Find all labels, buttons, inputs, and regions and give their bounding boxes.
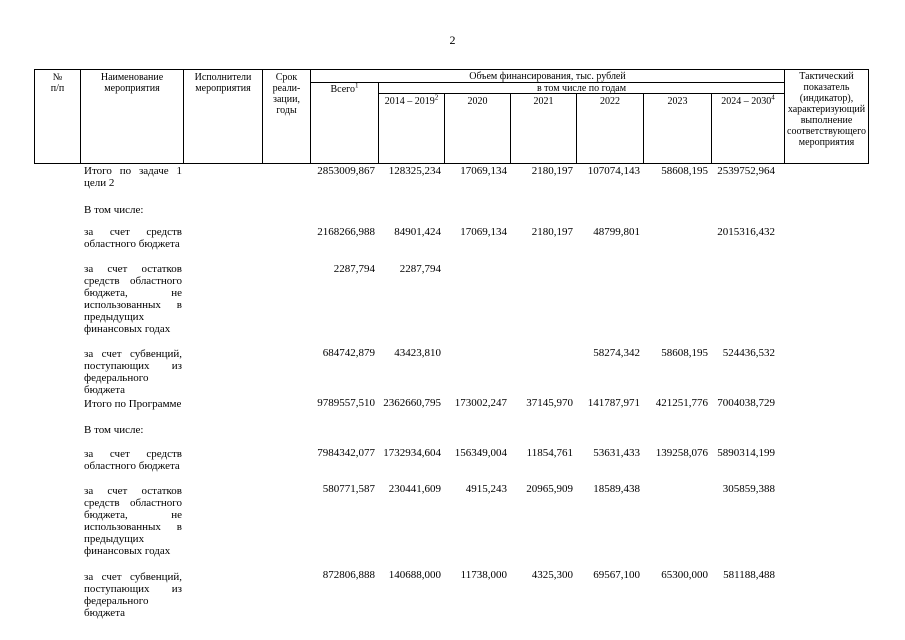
row-value-total: 580771,587 xyxy=(322,483,375,495)
header-term: Срок реали- зации, годы xyxy=(272,72,301,116)
vrule-right xyxy=(868,69,869,164)
row-value-2014-2019: 84901,424 xyxy=(394,226,441,238)
row-value-total: 684742,879 xyxy=(322,347,375,359)
row-label: за счет субвенций, поступающих из федерального бюджета xyxy=(84,348,182,396)
header-bottom-rule xyxy=(34,163,869,164)
row-value-2014-2019: 140688,000 xyxy=(388,569,441,581)
row-value-2022: 48799,801 xyxy=(593,226,640,238)
row-value-2024-2030: 581188,488 xyxy=(723,569,775,581)
row-label: Итого по Программе xyxy=(84,398,182,410)
row-value-total: 2168266,988 xyxy=(317,226,375,238)
row-value-2020: 17069,134 xyxy=(460,165,507,177)
header-year-5-label: 2024 – 2030 xyxy=(721,96,772,107)
header-year-0 xyxy=(379,93,444,107)
row-value-2022: 58274,342 xyxy=(593,347,640,359)
row-label: за счет средств областного бюджета xyxy=(84,448,182,472)
header-year-2 xyxy=(511,96,576,107)
row-value-2020: 173002,247 xyxy=(454,397,507,409)
row-label: за счет остатков средств областного бюджета, не использованных в предыдущих финансовых годах xyxy=(84,485,182,557)
header-year-4-label: 2023 xyxy=(667,96,688,107)
header-number: № п/п xyxy=(50,72,65,94)
row-value-2014-2019: 2287,794 xyxy=(399,263,441,275)
row-value-2022: 18589,438 xyxy=(593,483,640,495)
row-value-2023: 58608,195 xyxy=(661,165,708,177)
row-value-2021: 4325,300 xyxy=(531,569,573,581)
row-value-2024-2030: 305859,388 xyxy=(722,483,775,495)
header-year-4 xyxy=(644,96,711,107)
header-funding: Объем финансирования, тыс. рублей xyxy=(469,71,626,82)
row-label: за счет средств областного бюджета xyxy=(84,226,182,250)
header-year-5 xyxy=(712,93,784,107)
row-value-2014-2019: 230441,609 xyxy=(388,483,441,495)
row-value-2024-2030: 5890314,199 xyxy=(717,447,775,459)
header-name: Наименование мероприятия xyxy=(100,72,164,94)
row-value-2021: 37145,970 xyxy=(526,397,573,409)
row-value-total: 2287,794 xyxy=(333,263,375,275)
row-value-2014-2019: 43423,810 xyxy=(394,347,441,359)
header-executors: Исполнители мероприятия xyxy=(194,72,252,94)
header-year-3-label: 2022 xyxy=(600,96,620,107)
row-value-total: 7984342,077 xyxy=(317,447,375,459)
row-value-2020: 17069,134 xyxy=(460,226,507,238)
vrule-total xyxy=(378,82,379,164)
row-value-2022: 69567,100 xyxy=(593,569,640,581)
header-year-2-label: 2021 xyxy=(533,96,554,107)
row-label: за счет остатков средств областного бюджета, не использованных в предыдущих финансовых годах xyxy=(84,263,182,335)
row-value-2021: 20965,909 xyxy=(526,483,573,495)
row-label: В том числе: xyxy=(84,204,144,216)
row-value-2023: 58608,195 xyxy=(661,347,708,359)
row-value-2014-2019: 2362660,795 xyxy=(383,397,441,409)
row-value-2022: 53631,433 xyxy=(593,447,640,459)
header-year-3 xyxy=(577,96,643,107)
row-value-2014-2019: 1732934,604 xyxy=(383,447,441,459)
row-value-2014-2019: 128325,234 xyxy=(388,165,441,177)
row-value-2020: 4915,243 xyxy=(465,483,507,495)
row-value-2023: 139258,076 xyxy=(655,447,708,459)
header-by-years: в том числе по годам xyxy=(536,83,627,94)
header-year-1-label: 2020 xyxy=(467,96,488,107)
row-value-2022: 141787,971 xyxy=(587,397,640,409)
row-value-2023: 65300,000 xyxy=(661,569,708,581)
row-value-2021: 2180,197 xyxy=(531,226,573,238)
header-total-note: 1 xyxy=(355,81,359,90)
header-year-0-label: 2014 – 2019 xyxy=(384,96,435,107)
row-label: за счет субвенций, поступающих из федерального бюджета xyxy=(84,571,182,619)
row-value-2020: 11738,000 xyxy=(460,569,507,581)
header-top-rule xyxy=(34,69,869,70)
row-value-2024-2030: 2539752,964 xyxy=(717,165,775,177)
row-value-2024-2030: 524436,532 xyxy=(722,347,775,359)
page-number: 2 xyxy=(449,33,456,47)
header-year-5-note: 4 xyxy=(771,93,775,102)
row-value-total: 9789557,510 xyxy=(317,397,375,409)
row-value-2022: 107074,143 xyxy=(587,165,640,177)
row-value-2024-2030: 7004038,729 xyxy=(717,397,775,409)
row-label: В том числе: xyxy=(84,424,144,436)
row-value-2023: 421251,776 xyxy=(655,397,708,409)
header-year-1 xyxy=(445,96,510,107)
row-value-2024-2030: 2015316,432 xyxy=(717,226,775,238)
header-total xyxy=(311,81,378,95)
header-year-0-note: 2 xyxy=(434,93,439,102)
row-value-total: 872806,888 xyxy=(322,569,375,581)
row-label: Итого по задаче 1 цели 2 xyxy=(84,165,182,189)
row-value-2020: 156349,004 xyxy=(454,447,507,459)
header-total-label: Всего xyxy=(330,84,356,95)
row-value-total: 2853009,867 xyxy=(317,165,375,177)
row-value-2021: 11854,761 xyxy=(526,447,573,459)
row-value-2021: 2180,197 xyxy=(531,165,573,177)
header-indicator: Тактический показатель (индикатор), характеризующий выполнение соответствующего мероприятия xyxy=(787,71,866,148)
